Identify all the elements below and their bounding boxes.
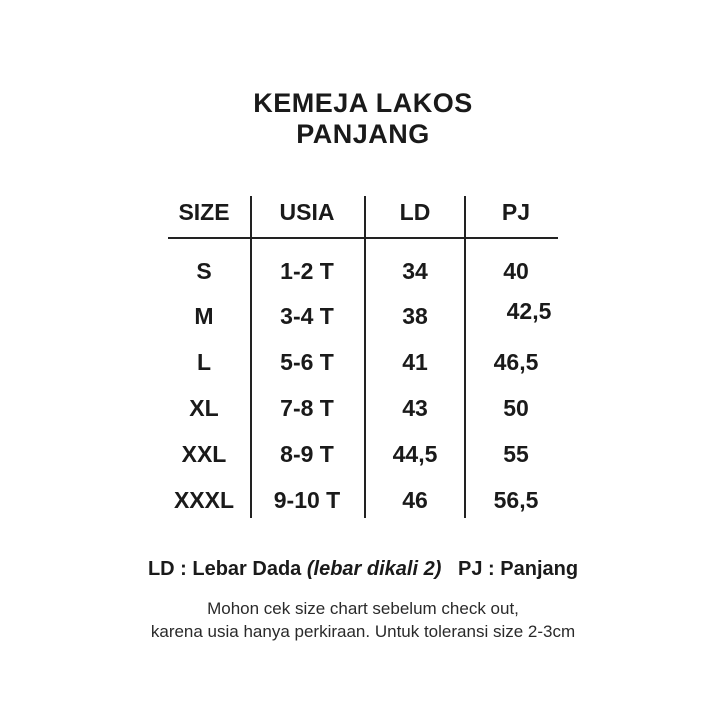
table-cell-pj: 40 [503, 258, 529, 284]
table-cell-usia: 1-2 T [280, 258, 334, 284]
table-cell-usia: 7-8 T [280, 395, 334, 421]
column-divider-2 [364, 196, 366, 518]
column-divider-1 [250, 196, 252, 518]
table-cell-usia: 5-6 T [280, 349, 334, 375]
table-cell-size: XXXL [173, 487, 235, 513]
size-chart-table [168, 196, 558, 518]
table-cell-usia: 9-10 T [273, 487, 341, 513]
table-cell-size: M [194, 303, 214, 329]
header-ld: LD [399, 199, 431, 225]
legend-ld: LD : Lebar Dada [147, 558, 302, 580]
table-cell-size: XXL [181, 441, 227, 467]
table-cell-ld: 38 [402, 303, 428, 329]
table-cell-size: S [196, 258, 212, 284]
table-cell-pj: 50 [503, 395, 529, 421]
table-cell-pj: 46,5 [493, 349, 539, 375]
header-size: SIZE [178, 199, 230, 225]
title-line-2: PANJANG [296, 119, 430, 149]
column-divider-3 [464, 196, 466, 518]
legend [0, 556, 726, 582]
header-pj: PJ [501, 199, 531, 225]
header-divider [168, 237, 558, 239]
table-cell-pj: 55 [503, 441, 529, 467]
table-cell-usia: 3-4 T [280, 303, 334, 329]
table-cell-ld: 44,5 [392, 441, 438, 467]
table-cell-ld: 46 [402, 487, 428, 513]
table-cell-size: XL [189, 395, 219, 421]
legend-pj: PJ : Panjang [458, 558, 579, 580]
title-line-1: KEMEJA LAKOS [253, 88, 473, 118]
table-cell-pj: 42,5 [506, 298, 552, 324]
table-cell-size: L [196, 349, 212, 375]
table-cell-ld: 43 [402, 395, 428, 421]
header-usia: USIA [279, 199, 335, 225]
table-cell-usia: 8-9 T [280, 441, 334, 467]
table-cell-pj: 56,5 [493, 487, 539, 513]
table-cell-ld: 34 [402, 258, 428, 284]
legend-ld-note: (lebar dikali 2) [306, 558, 442, 580]
note-line-1: Mohon cek size chart sebelum check out, [207, 599, 519, 618]
table-cell-ld: 41 [402, 349, 428, 375]
note-line-2: karena usia hanya perkiraan. Untuk toleransi size 2-3cm [150, 622, 576, 641]
